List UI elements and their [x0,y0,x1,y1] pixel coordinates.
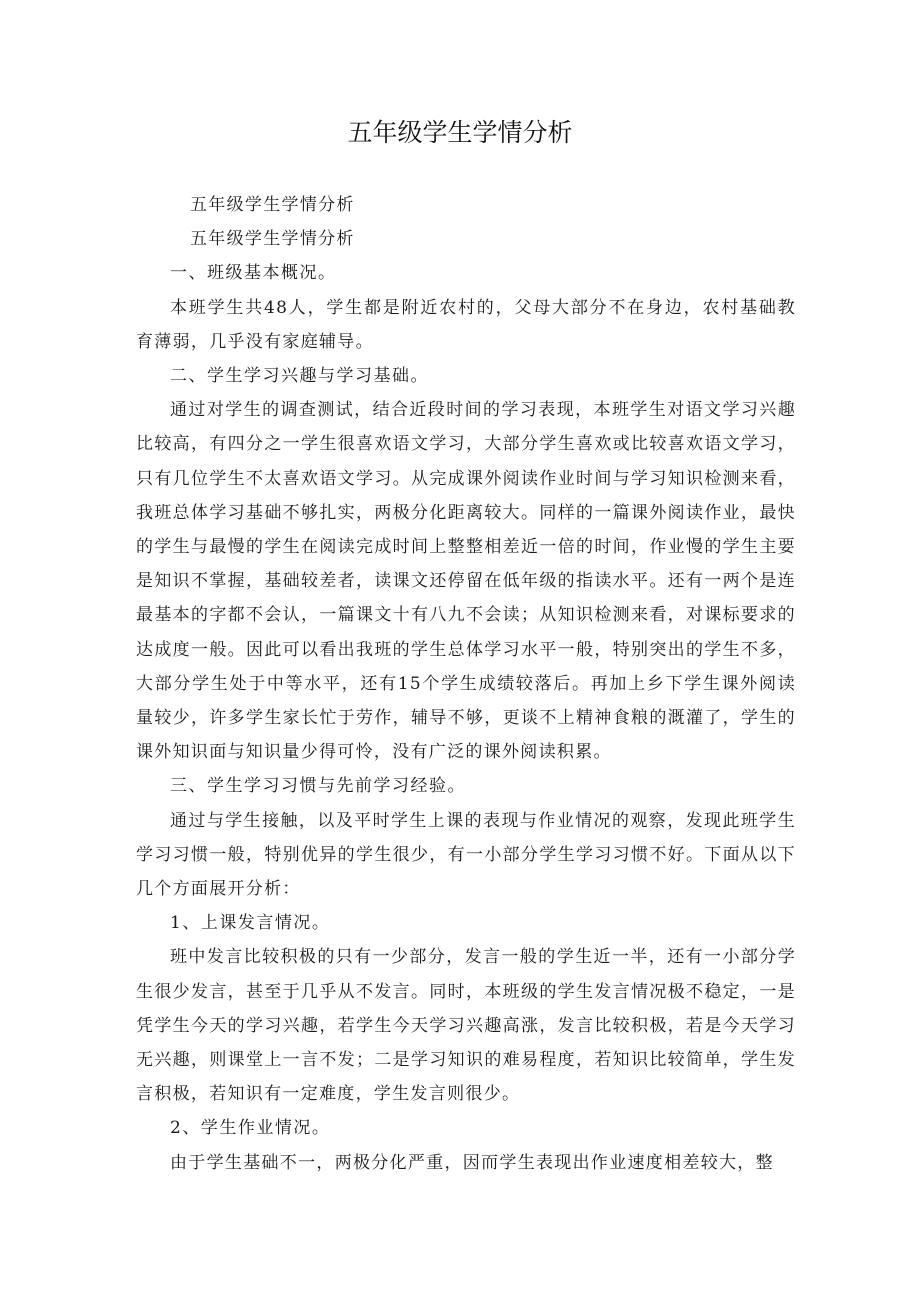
body-paragraph: 本班学生共48人，学生都是附近农村的，父母大部分不在身边，农村基础教育薄弱，几乎没有家庭辅导。 [136,297,796,352]
subtitle-line: 五年级学生学情分析 [190,195,355,215]
body-paragraph: 通过对学生的调查测试，结合近段时间的学习表现，本班学生对语文学习兴趣比较高，有四分之一学生很喜欢语文学习，大部分学生喜欢或比较喜欢语文学习，只有几位学生不太喜欢语文学习。从完成课外阅读作业时间与学习知识检测来看，我班总体学习基础不够扎实，两极分化距离较大。同样的一篇课外阅读作业，最快的学生与最慢的学生在阅读完成时间上整整相差近一倍的时间，作业慢的学生主要是知识不掌握，基础较差者，读课文还停留在低年级的指读水平。还有一两个是连最基本的字都不会认，一篇课文十有八九不会读；从知识检测来看，对课标要求的达成度一般。因此可以看出我班的学生总体学习水平一般，特别突出的学生不多，大部分学生处于中等水平，还有15个学生成绩较落后。再加上乡下学生课外阅读量较少，许多学生家长忙于劳作，辅导不够，更谈不上精神食粮的溉灌了，学生的课外知识面与知识量少得可怜，没有广泛的课外阅读积累。 [136,400,796,763]
body-paragraph: 班中发言比较积极的只有一少部分，发言一般的学生近一半，还有一小部分学生很少发言，甚至于几乎从不发言。同时，本班级的学生发言情况极不稳定，一是凭学生今天的学习兴趣，若学生今天学习兴趣高涨，发言比较积极，若是今天学习无兴趣，则课堂上一言不发；二是学习知识的难易程度，若知识比较简单，学生发言积极，若知识有一定难度，学生发言则很少。 [136,947,796,1105]
section-heading: 二、学生学习兴趣与学习基础。 [170,366,429,387]
section-heading: 一、班级基本概况。 [170,263,337,284]
subsection-heading: 1、上课发言情况。 [170,913,331,934]
body-paragraph: 通过与学生接触，以及平时学生上课的表现与作业情况的观察，发现此班学生学习习惯一般，特别优异的学生很少，有一小部分学生学习习惯不好。下面从以下几个方面展开分析： [136,810,796,900]
subsection-heading: 2、学生作业情况。 [170,1118,331,1139]
subtitle-line: 五年级学生学情分析 [190,229,355,250]
body-paragraph: 由于学生基础不一，两极分化严重，因而学生表现出作业速度相差较大，整 [170,1152,774,1173]
document-body [136,188,796,1180]
section-heading: 三、学生学习习惯与先前学习经验。 [170,776,466,797]
document-title: 五年级学生学情分析 [347,118,573,147]
